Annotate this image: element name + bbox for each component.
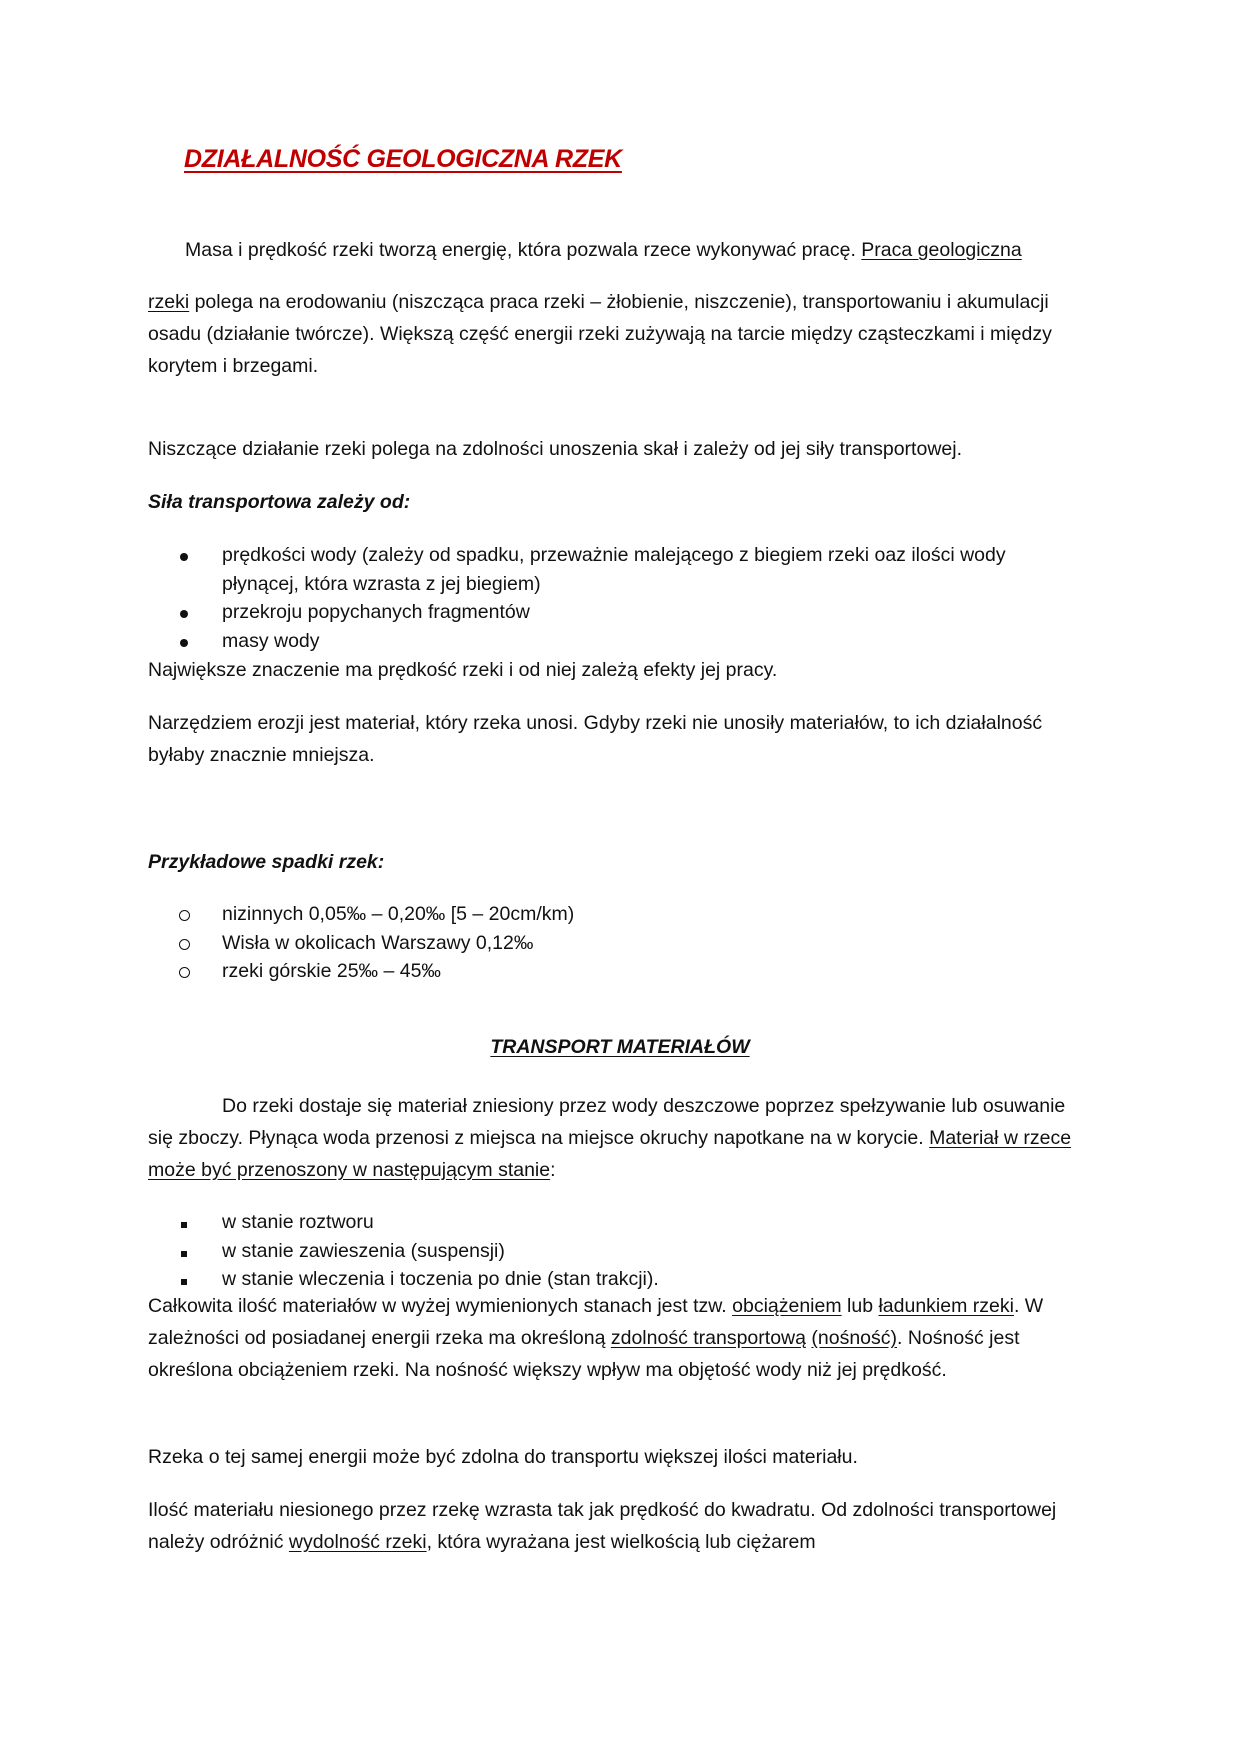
term-obciazenie: obciążeniem — [732, 1295, 842, 1317]
list-item: przekroju popychanych fragmentów — [148, 598, 1078, 627]
bullet-square-icon — [174, 1237, 194, 1266]
bullet-circle-icon — [174, 957, 194, 987]
term-zdolnosc-transportowa: zdolność transportową — [610, 1327, 806, 1349]
bullet-dot-icon — [174, 627, 194, 656]
transport-factors-list — [148, 541, 1078, 655]
paragraph-same-energy: Rzeka o tej samej energii może być zdolna do transportu większej ilości materiału. — [148, 1446, 858, 1468]
term-rzeki: rzeki — [148, 291, 190, 313]
bullet-circle-icon — [174, 929, 194, 959]
paragraph-speed: Największe znaczenie ma prędkość rzeki i od niej zależą efekty jej pracy. — [148, 659, 778, 681]
list-item: w stanie wleczenia i toczenia po dnie (stan trakcji). — [148, 1265, 1078, 1294]
list-item: w stanie roztworu — [148, 1208, 1078, 1237]
list-item: Wisła w okolicach Warszawy 0,12‰ — [148, 929, 1078, 958]
paragraph-destructive: Niszczące działanie rzeki polega na zdolności unoszenia skał i zależy od jej siły transportowej. — [148, 438, 962, 460]
list-item: rzeki górskie 25‰ – 45‰ — [148, 957, 1078, 986]
paragraph-erosion-tool: Narzędziem erozji jest materiał, który rzeka unosi. Gdyby rzeki nie unosiły materiałów, to ich działalność byłaby znacznie mniejsza. — [148, 712, 1043, 766]
bullet-square-icon — [174, 1208, 194, 1237]
heading-river-slopes: Przykładowe spadki rzek: — [148, 851, 385, 873]
paragraph-material-source: Do rzeki dostaje się materiał zniesiony przez wody deszczowe poprzez spełzywanie lub osuwanie się zboczy. Płynąca woda przenosi z miejsca na miejsce okruchy napotkane na w korycie. Materiał w rzece może być przenoszony w następującym stanie: — [148, 1095, 1072, 1181]
list-item: w stanie zawieszenia (suspensji) — [148, 1237, 1078, 1266]
term-ladunek-rzeki: ładunkiem rzeki — [878, 1295, 1014, 1317]
list-item: prędkości wody (zależy od spadku, przeważnie malejącego z biegiem rzeki oaz ilości wody płynącej, która wzrasta z jej biegiem) — [148, 541, 1078, 598]
paragraph-river-load: Całkowita ilość materiałów w wyżej wymienionych stanach jest tzw. obciążeniem lub ładunkiem rzeki. W zależności od posiadanej energii rzeka ma określoną zdolność transportową (nośność). Nośność jest określona obciążeniem rzeki. Na nośność większy wpływ ma objętość wody niż jej prędkość. — [148, 1295, 1044, 1381]
term-wydolnosc-rzeki: wydolność rzeki — [288, 1531, 427, 1553]
section-title-transport: TRANSPORT MATERIAŁÓW — [490, 1036, 750, 1058]
intro-text-continued: polega na erodowaniu (niszcząca praca rzeki – żłobienie, niszczenie), transportowaniu i akumulacji osadu (działanie twórcze). Większą część energii rzeki zużywają na tarcie między cząsteczkami i między korytem i brzegami. — [148, 291, 1052, 377]
list-item: masy wody — [148, 627, 1078, 656]
intro-text: Masa i prędkość rzeki tworzą energię, która pozwala rzece wykonywać pracę. — [185, 239, 862, 261]
term-praca-geologiczna: Praca geologiczna — [861, 239, 1022, 261]
material-states-list — [148, 1208, 1078, 1294]
document-title: DZIAŁALNOŚĆ GEOLOGICZNA RZEK — [184, 145, 622, 173]
bullet-circle-icon — [174, 900, 194, 930]
list-item: nizinnych 0,05‰ – 0,20‰ [5 – 20cm/km) — [148, 900, 1078, 929]
term-nosnosc: (nośność) — [811, 1327, 898, 1349]
bullet-dot-icon — [174, 541, 194, 570]
bullet-dot-icon — [174, 598, 194, 627]
heading-transport-force: Siła transportowa zależy od: — [148, 491, 411, 513]
term-material-states: Materiał w rzece może być przenoszony w następującym stanie — [148, 1127, 1072, 1181]
river-slopes-list — [148, 900, 1078, 986]
paragraph-intro — [148, 234, 1078, 382]
paragraph-material-amount: Ilość materiału niesionego przez rzekę wzrasta tak jak prędkość do kwadratu. Od zdolności transportowej należy odróżnić wydolność rzeki, która wyrażana jest wielkością lub ciężarem — [148, 1499, 1057, 1553]
